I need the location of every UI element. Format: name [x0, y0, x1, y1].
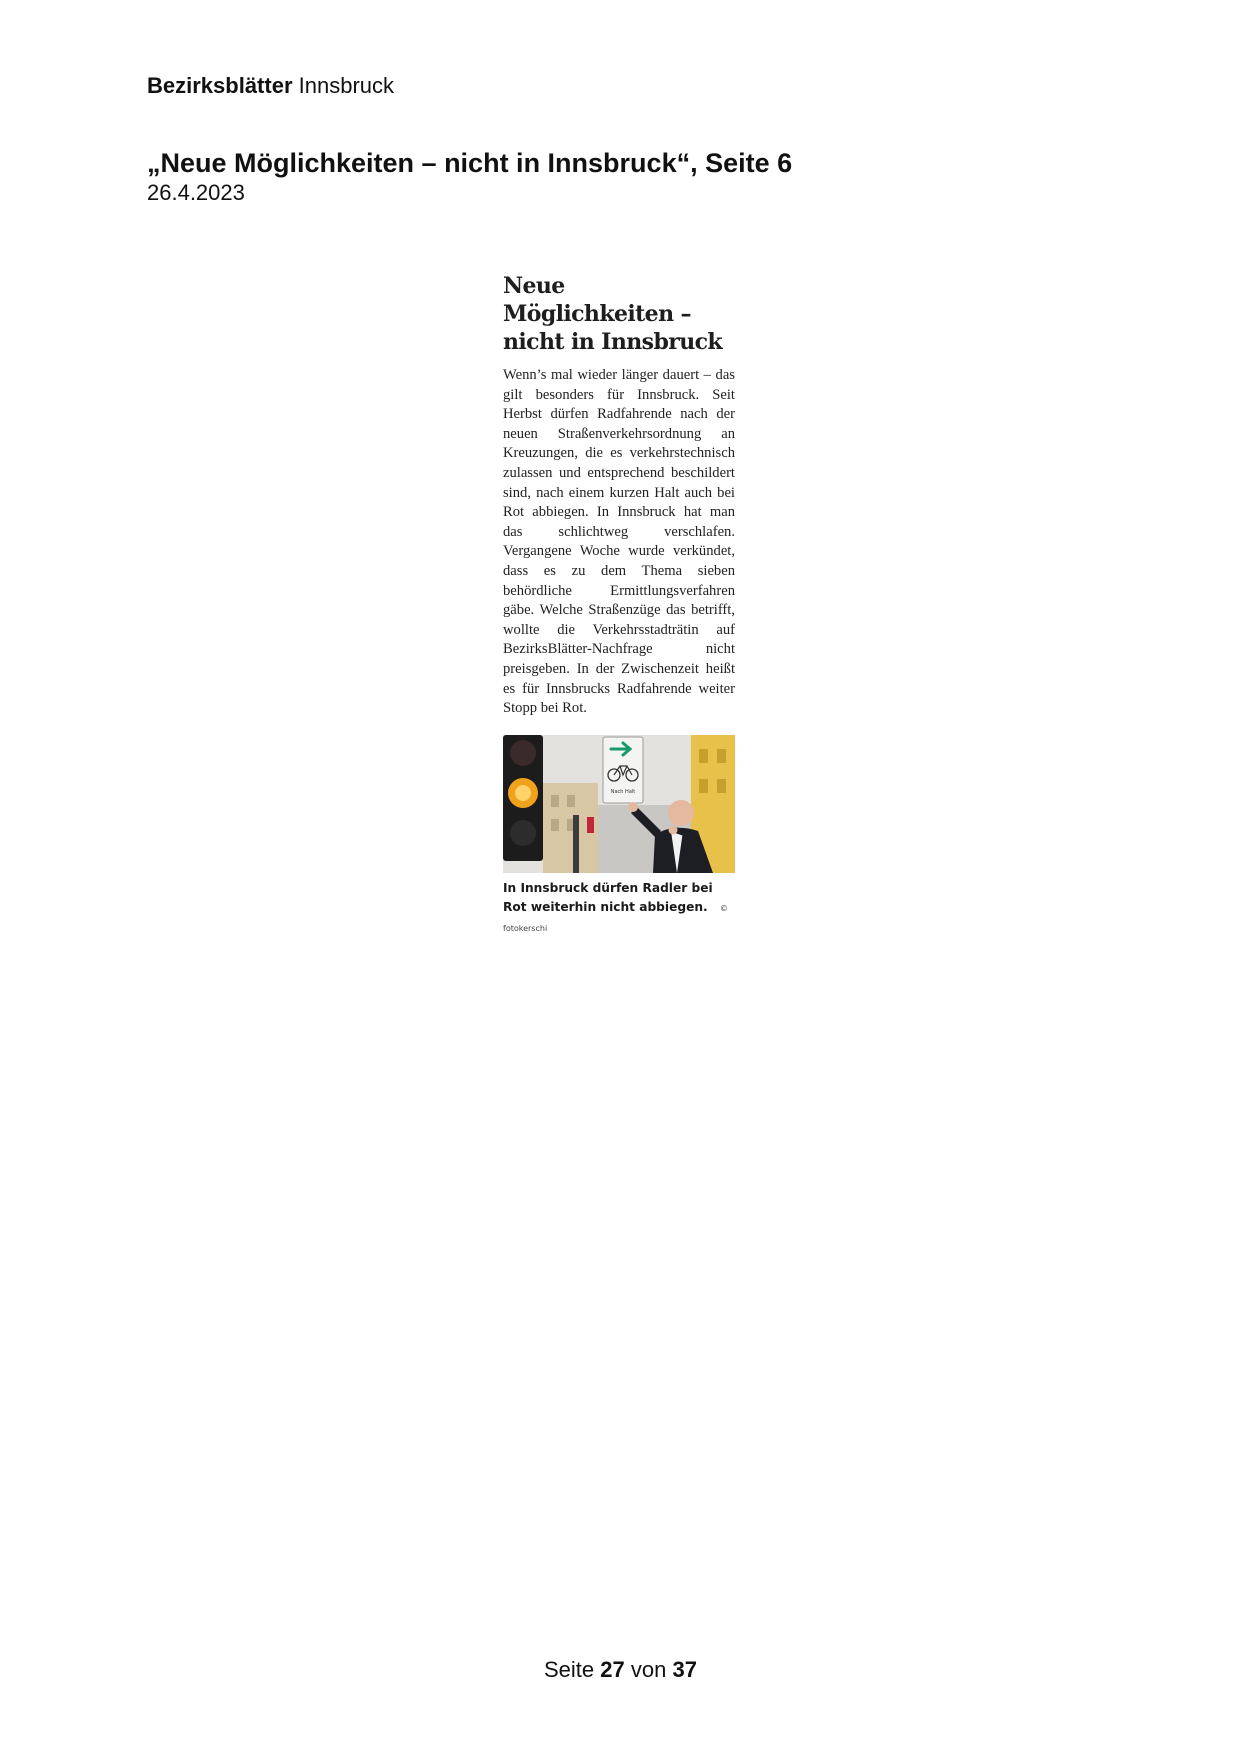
document-title: „Neue Möglichkeiten – nicht in Innsbruck“, Seite 6: [147, 148, 793, 178]
photo-illustration: [503, 735, 735, 873]
footer-separator: von: [630, 1657, 667, 1682]
publication-region: Innsbruck: [298, 73, 395, 98]
footer-prefix: Seite: [544, 1657, 595, 1682]
article-clipping: [503, 272, 735, 938]
photo-caption: In Innsbruck dürfen Radler bei Rot weiterhin nicht abbiegen.: [503, 880, 713, 914]
publication-name: Bezirksblätter: [147, 73, 293, 98]
article-headline: [503, 272, 735, 356]
article-body: Wenn’s mal wieder länger dauert – das gilt besonders für Innsbruck. Seit Herbst dürfen Radfahrende nach der neuen Straßenverkehrsordnung an Kreuzungen, die es verkehrstechnisch zulassen und entsprechend beschildert sind, nach einem kurzen Halt auch bei Rot abbiegen. In Innsbruck hat man das schlichtweg verschlafen. Vergangene Woche wurde verkündet, dass es zu dem Thema sieben behördliche Ermittlungsverfahren gäbe. Welche Straßenzüge das betrifft, wollte die Verkehrsstadträtin auf BezirksBlätter-Nachfrage nicht preisgeben. In der Zwischenzeit heißt es für Innsbrucks Radfahrende weiter Stopp bei Rot.: [503, 367, 735, 717]
headline-line-2: nicht in Innsbruck: [503, 329, 723, 355]
current-page-number: 27: [600, 1657, 625, 1682]
article-photo: [503, 735, 735, 873]
sign-label: Nach Halt: [610, 788, 636, 795]
publication-header: [147, 72, 394, 100]
page-number-footer: [0, 1656, 1241, 1684]
document-date: 26.4.2023: [147, 180, 245, 205]
total-page-count: 37: [672, 1657, 697, 1682]
headline-line-1: Neue Möglichkeiten –: [503, 273, 691, 327]
photo-caption-row: [503, 879, 735, 938]
photo-credit: © fotokerschi: [503, 903, 728, 933]
